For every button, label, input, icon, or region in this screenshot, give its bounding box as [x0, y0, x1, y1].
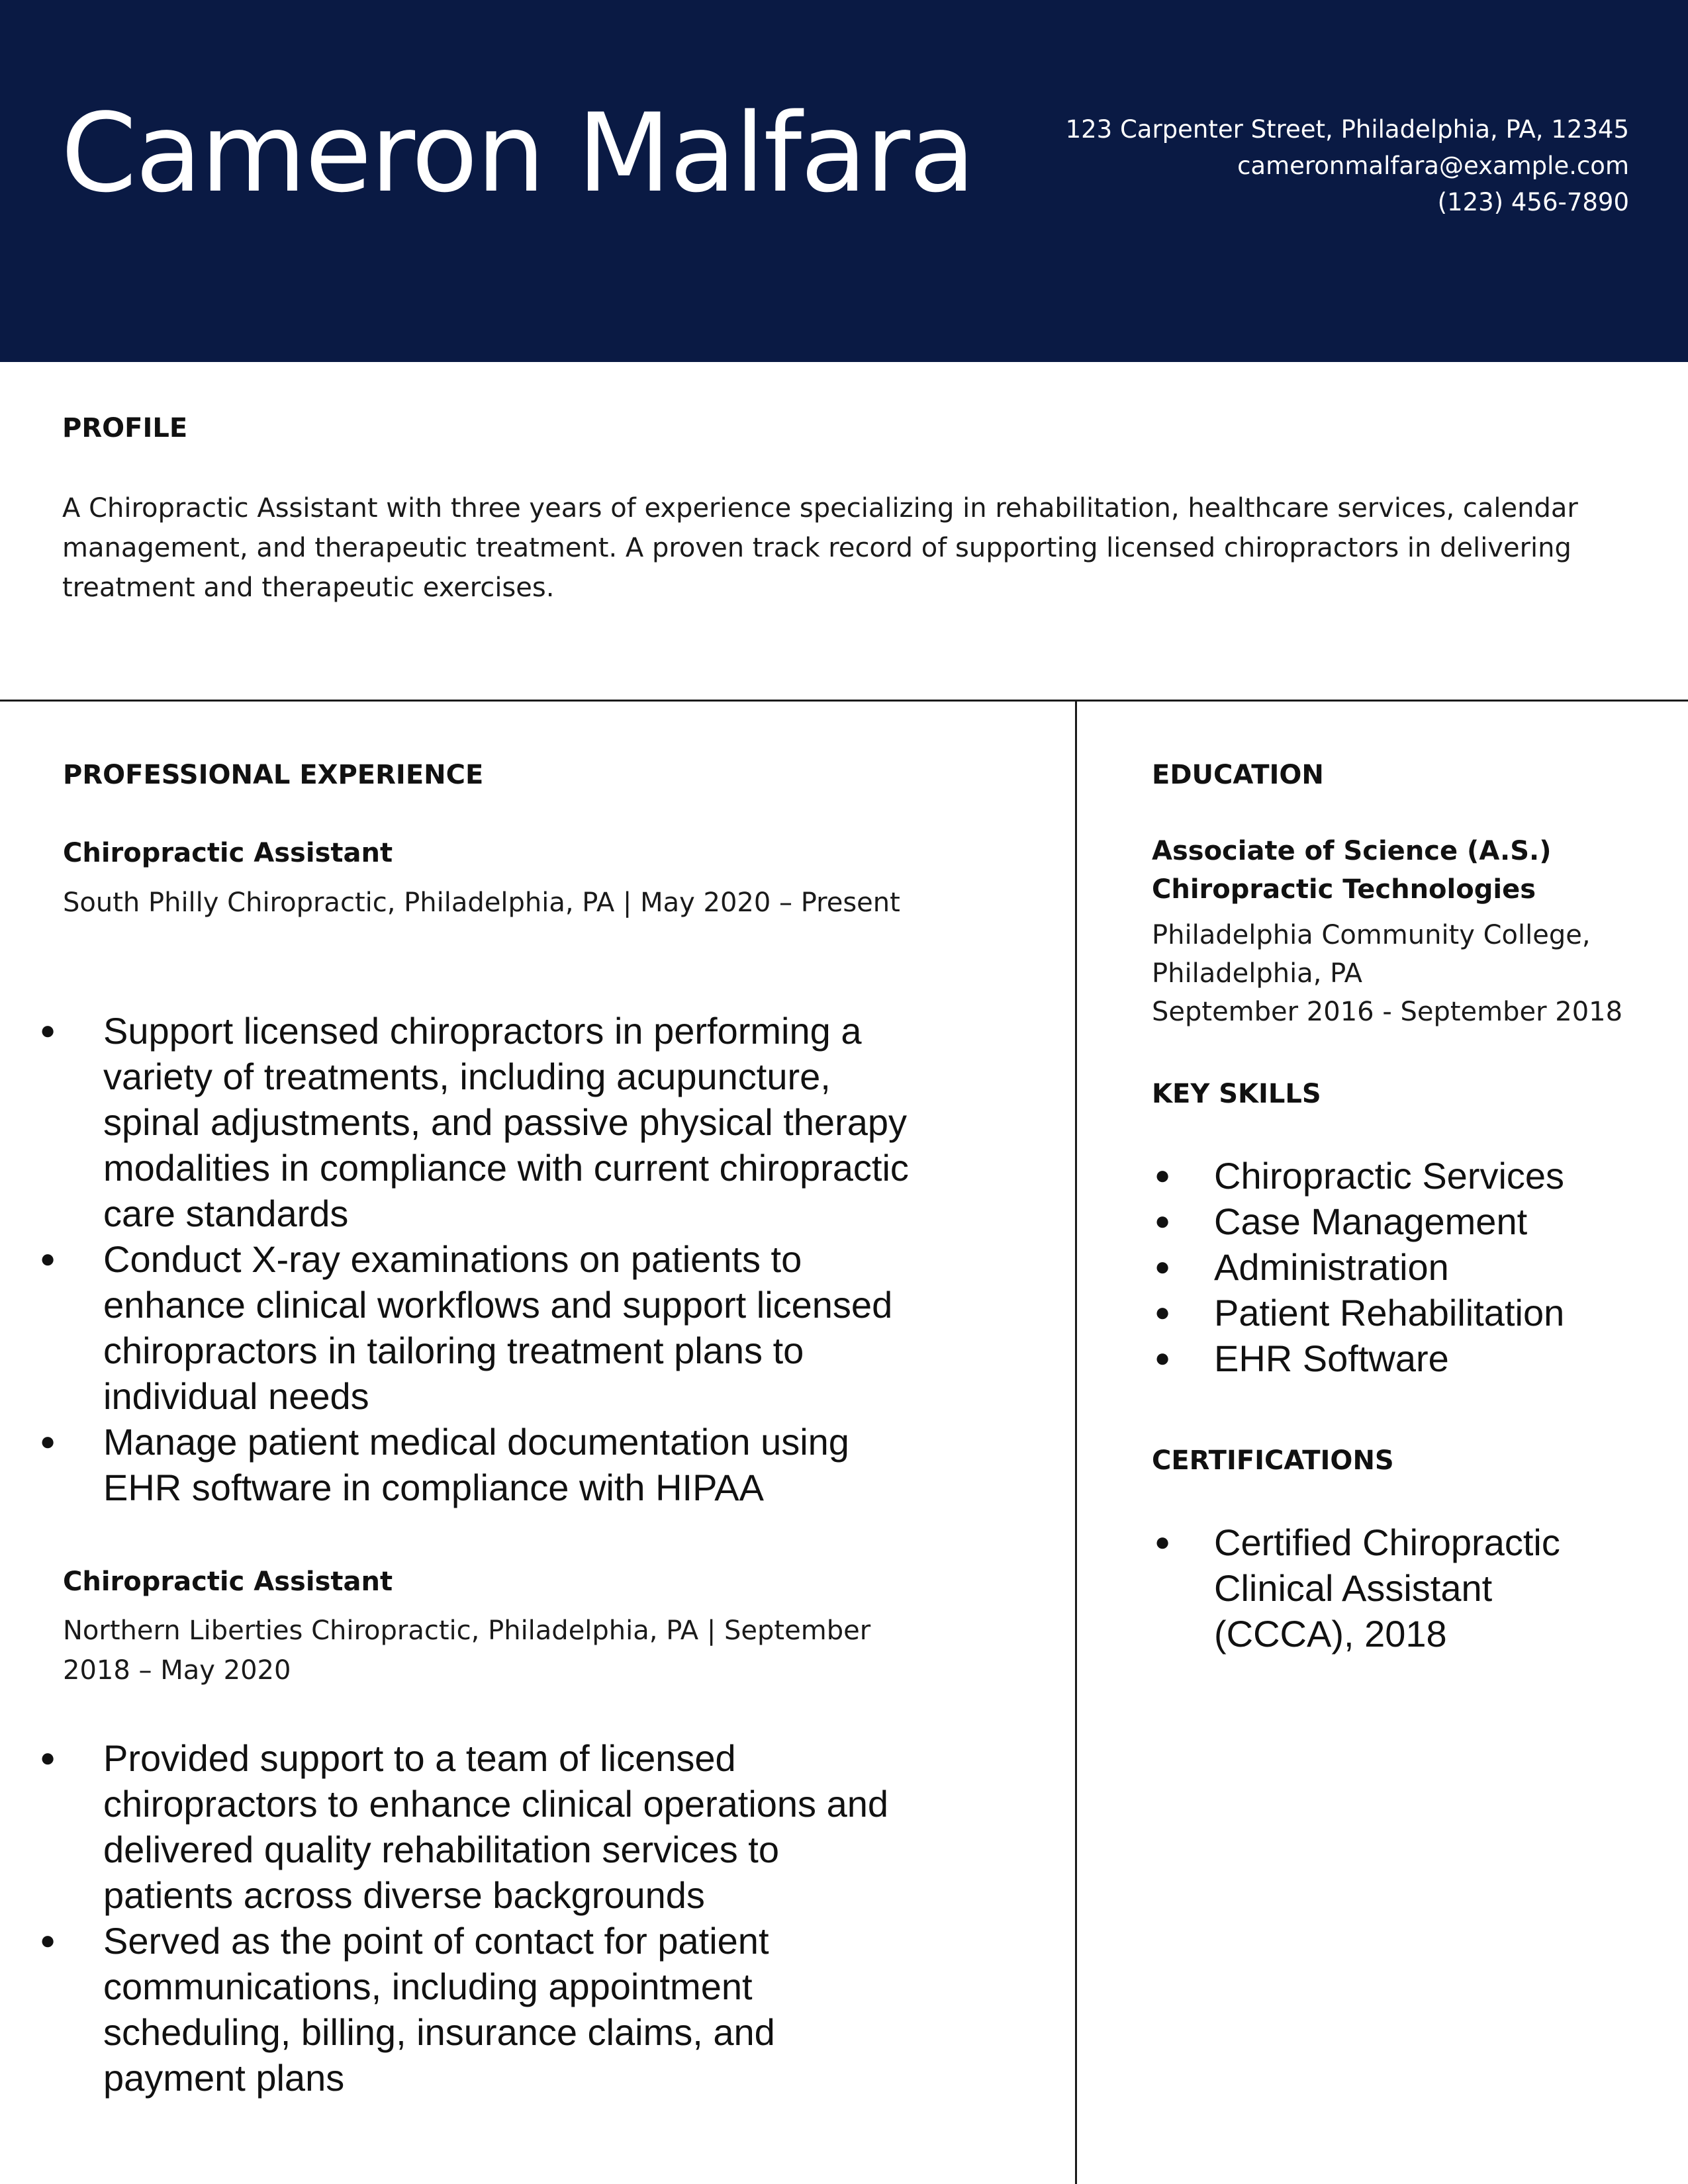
bullet-text: Conduct X-ray examinations on patients to enhance clinical workflows and support licensed chiropractors in tailoring treatment plans to individual needs	[103, 1238, 893, 1417]
list-item	[1154, 1290, 1624, 1336]
skill-text: Patient Rehabilitation	[1214, 1292, 1565, 1334]
experience-heading: PROFESSIONAL EXPERIENCE	[63, 760, 484, 790]
skills-heading: KEY SKILLS	[1152, 1079, 1321, 1109]
school-name: Philadelphia Community College,	[1152, 920, 1591, 950]
job-title: Chiropractic Assistant	[63, 1567, 393, 1597]
skill-text: Case Management	[1214, 1201, 1528, 1242]
bullet-icon: ●	[40, 1743, 56, 1772]
section-divider	[0, 700, 1688, 702]
bullet-icon: ●	[1154, 1298, 1171, 1327]
contact-address: 123 Carpenter Street, Philadelphia, PA, 12345	[1065, 115, 1629, 144]
bullet-icon: ●	[1154, 1161, 1171, 1190]
degree-field: Chiropractic Technologies	[1152, 874, 1536, 905]
resume-header	[0, 0, 1688, 362]
column-divider	[1075, 702, 1077, 2184]
bullet-icon: ●	[1154, 1206, 1171, 1236]
education-heading: EDUCATION	[1152, 760, 1324, 790]
education-dates: September 2016 - September 2018	[1152, 997, 1623, 1027]
bullet-text: Manage patient medical documentation using EHR software in compliance with HIPAA	[103, 1421, 849, 1508]
job-bullets	[40, 1008, 917, 1510]
candidate-name: Cameron Malfara	[61, 90, 974, 216]
list-item	[1154, 1244, 1624, 1290]
bullet-icon: ●	[40, 1427, 56, 1456]
bullet-text: Served as the point of contact for patient communications, including appointment scheduling, billing, insurance claims, and payment plans	[103, 1920, 775, 2099]
bullet-icon: ●	[1154, 1343, 1171, 1373]
certifications-heading: CERTIFICATIONS	[1152, 1445, 1394, 1476]
job-meta: South Philly Chiropractic, Philadelphia, PA | May 2020 – Present	[63, 887, 900, 918]
bullet-text: Provided support to a team of licensed chiropractors to enhance clinical operations and delivered quality rehabilitation services to patients across diverse backgrounds	[103, 1737, 889, 1916]
profile-heading: PROFILE	[62, 413, 188, 443]
degree	[1152, 832, 1655, 909]
list-item	[1154, 1520, 1611, 1657]
contact-email: cameronmalfara@example.com	[1237, 152, 1629, 180]
list-item	[1154, 1199, 1624, 1244]
job-title: Chiropractic Assistant	[63, 838, 393, 868]
bullet-icon: ●	[1154, 1252, 1171, 1281]
skills-list	[1154, 1153, 1624, 1381]
bullet-text: Support licensed chiropractors in performing a variety of treatments, including acupuncture, spinal adjustments, and passive physical therapy modalities in compliance with current chiropractic care standards	[103, 1010, 909, 1234]
school-location: Philadelphia, PA	[1152, 958, 1363, 989]
job-meta: Northern Liberties Chiropractic, Philadelphia, PA | September 2018 – May 2020	[63, 1615, 871, 1686]
certification-text: Certified Chiropractic Clinical Assistant (CCCA), 2018	[1214, 1522, 1560, 1655]
list-item	[40, 1419, 917, 1510]
profile-summary: A Chiropractic Assistant with three years of experience specializing in rehabilitation, healthcare services, calendar management, and therapeutic treatment. A proven track record of supporting licensed chiropractors in delivering treatment and therapeutic exercises.	[62, 493, 1578, 603]
bullet-icon: ●	[40, 1926, 56, 1955]
bullet-icon: ●	[40, 1244, 56, 1273]
skill-text: EHR Software	[1214, 1338, 1449, 1379]
list-item	[40, 1735, 917, 1918]
skill-text: Administration	[1214, 1246, 1449, 1288]
list-item	[1154, 1336, 1624, 1381]
bullet-icon: ●	[1154, 1527, 1171, 1557]
contact-info	[967, 111, 1629, 220]
certifications-list	[1154, 1520, 1611, 1657]
bullet-icon: ●	[40, 1016, 56, 1045]
education-meta	[1152, 916, 1655, 1031]
degree-name: Associate of Science (A.S.)	[1152, 836, 1552, 866]
list-item	[40, 1918, 917, 2101]
contact-phone: (123) 456-7890	[1437, 188, 1629, 216]
job-bullets	[40, 1735, 917, 2101]
list-item	[1154, 1153, 1624, 1199]
list-item	[40, 1236, 917, 1419]
skill-text: Chiropractic Services	[1214, 1155, 1565, 1197]
list-item	[40, 1008, 917, 1236]
